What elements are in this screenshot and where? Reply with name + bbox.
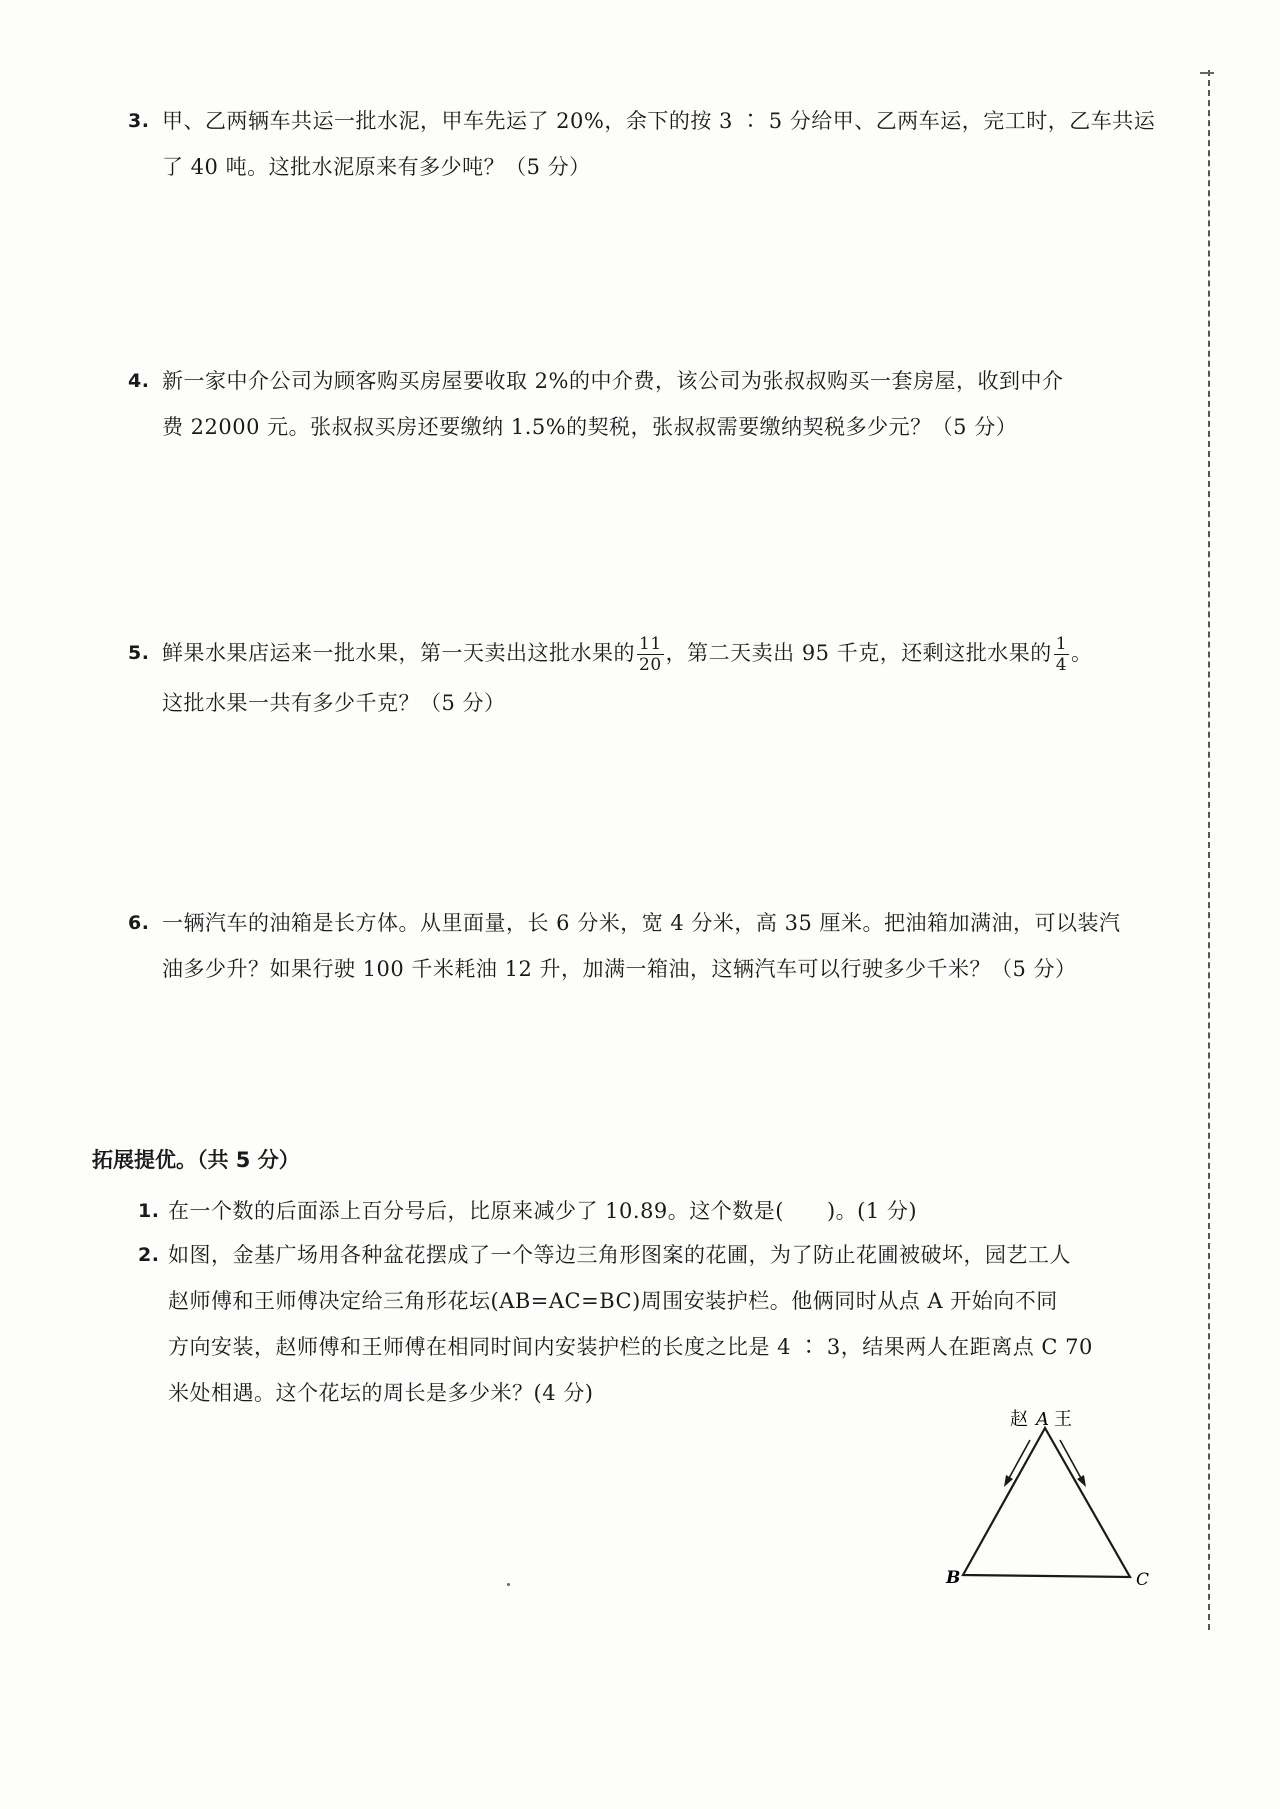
question-text-line	[132, 626, 1152, 680]
stray-dot	[507, 1583, 510, 1586]
question-text-line: 方向安装，赵师傅和王师傅在相同时间内安装护栏的长度之比是 4 ∶ 3，结果两人在距离点 C 70	[168, 1335, 1093, 1359]
margin-corner	[1200, 72, 1214, 74]
question-text-line: 甲、乙两辆车共运一批水泥，甲车先运了 20%，余下的按 3 ∶ 5 分给甲、乙两车运，完工时，乙车共运	[162, 109, 1156, 133]
label-wang: 王	[1054, 1409, 1072, 1430]
question-number: 1.	[138, 1200, 160, 1222]
fraction-denominator: 20	[639, 655, 662, 675]
question-text-line: 了 40 吨。这批水泥原来有多少吨？（5 分）	[162, 155, 591, 179]
question-number: 2.	[138, 1244, 160, 1266]
question-text-line: 油多少升？如果行驶 100 千米耗油 12 升，加满一箱油，这辆汽车可以行驶多少千米？（5 分）	[162, 957, 1077, 981]
label-b: B	[946, 1568, 961, 1588]
question-text-line: 这批水果一共有多少千克？（5 分）	[162, 691, 506, 715]
question-text-line: 米处相遇。这个花坛的周长是多少米？(4 分)	[168, 1381, 594, 1405]
question-text-segment: ，第二天卖出 95 千克，还剩这批水果的	[665, 641, 1052, 665]
triangle-diagram	[930, 1395, 1170, 1595]
fraction	[1054, 634, 1069, 675]
extension-question-2	[132, 1232, 1152, 1416]
question-text-line: 如图，金基广场用各种盆花摆成了一个等边三角形图案的花圃，为了防止花圃被破坏，园艺工人	[168, 1243, 1071, 1267]
question-6	[128, 900, 1152, 992]
question-text-segment: 。	[1071, 641, 1093, 665]
question-4	[128, 358, 1152, 450]
triangle-shape	[963, 1428, 1130, 1577]
binding-margin-line	[1208, 70, 1214, 1630]
question-number: 6.	[128, 912, 150, 934]
question-text-line: 赵师傅和王师傅决定给三角形花坛(AB=AC=BC)周围安装护栏。他俩同时从点 A 开始向不同	[168, 1289, 1058, 1313]
question-3	[128, 98, 1156, 190]
question-text-line: 在一个数的后面添上百分号后，比原来减少了 10.89。这个数是( )。(1 分)	[168, 1199, 918, 1223]
fraction-numerator: 11	[639, 634, 662, 654]
label-a: A	[1036, 1409, 1049, 1430]
fraction-numerator: 1	[1055, 634, 1068, 654]
question-text-line: 新一家中介公司为顾客购买房屋要收取 2%的中介费，该公司为张叔叔购买一套房屋，收到中介	[162, 369, 1064, 393]
question-text-line: 费 22000 元。张叔叔买房还要缴纳 1.5%的契税，张叔叔需要缴纳契税多少元？（5 分）	[162, 415, 1018, 439]
question-number: 3.	[128, 110, 150, 132]
label-c: C	[1136, 1570, 1150, 1590]
question-text-segment: 鲜果水果店运来一批水果，第一天卖出这批水果的	[162, 641, 635, 665]
label-zhao: 赵	[1010, 1409, 1028, 1430]
fraction	[637, 634, 664, 675]
question-5	[128, 626, 1152, 726]
question-number: 5.	[128, 642, 150, 664]
arrowhead-zhao	[1004, 1475, 1013, 1487]
section-title: 拓展提优。（共 5 分）	[92, 1148, 300, 1172]
fraction-denominator: 4	[1055, 655, 1068, 675]
question-text-line: 一辆汽车的油箱是长方体。从里面量，长 6 分米，宽 4 分米，高 35 厘米。把油箱加满油，可以装汽	[162, 911, 1121, 935]
question-number: 4.	[128, 370, 150, 392]
extension-question-1	[132, 1188, 1152, 1234]
